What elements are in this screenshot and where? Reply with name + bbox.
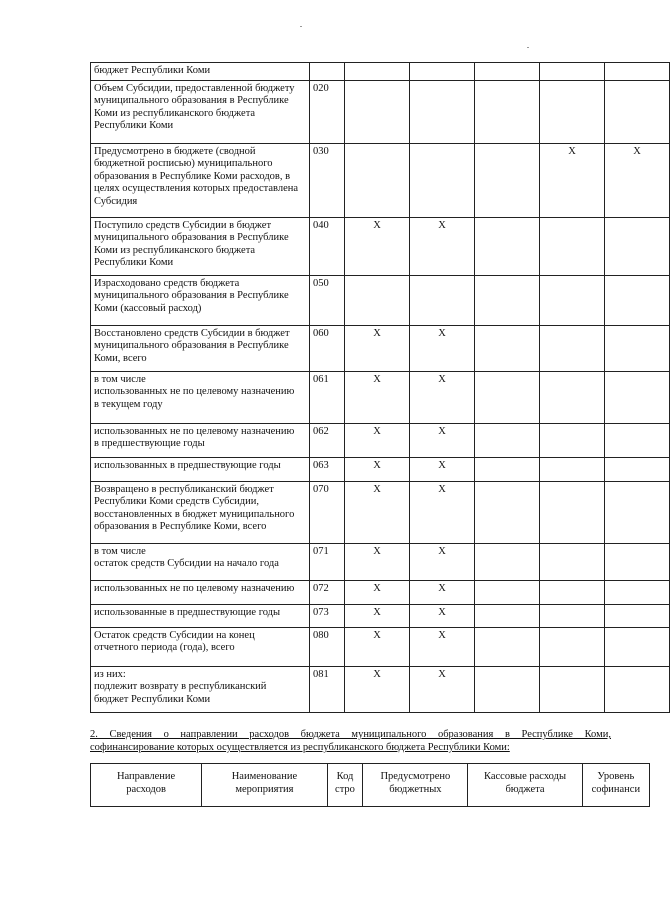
row-value-c3 bbox=[475, 628, 540, 667]
row-value-c3 bbox=[475, 276, 540, 326]
row-label: Поступило средств Субсидии в бюджет муниципального образования в Республике Коми из республиканского бюджета Республики Коми bbox=[91, 218, 310, 276]
table-row bbox=[91, 372, 670, 424]
row-code bbox=[310, 63, 345, 81]
row-code: 071 bbox=[310, 544, 345, 581]
row-value-c2: X bbox=[410, 218, 475, 276]
row-value-c5 bbox=[605, 458, 670, 482]
scan-speck bbox=[300, 26, 302, 27]
row-value-c1: X bbox=[345, 628, 410, 667]
row-code: 062 bbox=[310, 424, 345, 458]
row-label: в том числе использованных не по целевому назначению в текущем году bbox=[91, 372, 310, 424]
row-label: Предусмотрено в бюджете (сводной бюджетной росписью) муниципального образования в Республике Коми расходов, в целях осуществления которых предоставлена Субсидия bbox=[91, 144, 310, 218]
table-row bbox=[91, 81, 670, 144]
row-label: Возвращено в республиканский бюджет Республики Коми средств Субсидии, восстановленных в бюджет муниципального образования в Республике Коми, всего bbox=[91, 482, 310, 544]
row-value-c1 bbox=[345, 81, 410, 144]
row-value-c5 bbox=[605, 667, 670, 713]
row-value-c4 bbox=[540, 482, 605, 544]
row-value-c3 bbox=[475, 667, 540, 713]
row-value-c4 bbox=[540, 544, 605, 581]
row-value-c2: X bbox=[410, 544, 475, 581]
row-value-c2: X bbox=[410, 458, 475, 482]
row-value-c3 bbox=[475, 605, 540, 628]
row-label: использованных в предшествующие годы bbox=[91, 458, 310, 482]
column-header: Наименование мероприятия bbox=[202, 764, 327, 807]
row-code: 063 bbox=[310, 458, 345, 482]
row-value-c4 bbox=[540, 458, 605, 482]
table-row bbox=[91, 482, 670, 544]
row-value-c4 bbox=[540, 372, 605, 424]
row-value-c1 bbox=[345, 144, 410, 218]
table-row bbox=[91, 424, 670, 458]
row-value-c3 bbox=[475, 326, 540, 372]
row-value-c1: X bbox=[345, 372, 410, 424]
row-value-c2: X bbox=[410, 372, 475, 424]
subsidy-report-table bbox=[90, 62, 670, 713]
row-value-c1: X bbox=[345, 218, 410, 276]
row-code: 080 bbox=[310, 628, 345, 667]
row-value-c1: X bbox=[345, 482, 410, 544]
column-header: Предусмотрено бюджетных bbox=[363, 764, 468, 807]
row-label: использованные в предшествующие годы bbox=[91, 605, 310, 628]
row-value-c4 bbox=[540, 581, 605, 605]
table-row bbox=[91, 276, 670, 326]
row-value-c4 bbox=[540, 81, 605, 144]
row-value-c2 bbox=[410, 81, 475, 144]
row-value-c5 bbox=[605, 276, 670, 326]
row-value-c1 bbox=[345, 63, 410, 81]
row-value-c3 bbox=[475, 218, 540, 276]
row-value-c3 bbox=[475, 372, 540, 424]
row-value-c5: X bbox=[605, 144, 670, 218]
column-header: Код стро bbox=[327, 764, 363, 807]
scan-speck bbox=[527, 47, 529, 48]
row-label: использованных не по целевому назначению в предшествующие годы bbox=[91, 424, 310, 458]
row-value-c3 bbox=[475, 63, 540, 81]
row-label: из них: подлежит возврату в республиканский бюджет Республики Коми bbox=[91, 667, 310, 713]
row-code: 073 bbox=[310, 605, 345, 628]
section-2-heading bbox=[90, 728, 611, 754]
row-value-c2: X bbox=[410, 581, 475, 605]
row-value-c1: X bbox=[345, 605, 410, 628]
section-2-heading-line2: софинансирование которых осуществляется из республиканского бюджета Республики Коми: bbox=[90, 742, 510, 753]
row-label: в том числе остаток средств Субсидии на начало года bbox=[91, 544, 310, 581]
row-value-c2: X bbox=[410, 667, 475, 713]
row-value-c3 bbox=[475, 544, 540, 581]
row-label: Остаток средств Субсидии на конец отчетного периода (года), всего bbox=[91, 628, 310, 667]
row-value-c4 bbox=[540, 276, 605, 326]
row-value-c4 bbox=[540, 218, 605, 276]
row-value-c4 bbox=[540, 628, 605, 667]
row-code: 081 bbox=[310, 667, 345, 713]
row-code: 072 bbox=[310, 581, 345, 605]
table-row bbox=[91, 326, 670, 372]
table-row bbox=[91, 605, 670, 628]
row-value-c5 bbox=[605, 544, 670, 581]
row-code: 050 bbox=[310, 276, 345, 326]
row-value-c5 bbox=[605, 482, 670, 544]
row-value-c3 bbox=[475, 424, 540, 458]
table-row bbox=[91, 218, 670, 276]
row-value-c2 bbox=[410, 144, 475, 218]
row-value-c3 bbox=[475, 458, 540, 482]
row-value-c2: X bbox=[410, 482, 475, 544]
row-code: 070 bbox=[310, 482, 345, 544]
row-value-c2: X bbox=[410, 424, 475, 458]
row-value-c4: X bbox=[540, 144, 605, 218]
row-code: 061 bbox=[310, 372, 345, 424]
row-value-c4 bbox=[540, 605, 605, 628]
column-header: Направление расходов bbox=[91, 764, 202, 807]
row-code: 030 bbox=[310, 144, 345, 218]
row-code: 020 bbox=[310, 81, 345, 144]
row-value-c5 bbox=[605, 218, 670, 276]
row-value-c3 bbox=[475, 144, 540, 218]
row-value-c2: X bbox=[410, 326, 475, 372]
row-value-c4 bbox=[540, 424, 605, 458]
row-value-c1: X bbox=[345, 326, 410, 372]
table-row bbox=[91, 144, 670, 218]
row-value-c1: X bbox=[345, 424, 410, 458]
row-value-c5 bbox=[605, 628, 670, 667]
row-value-c4 bbox=[540, 63, 605, 81]
section-2-heading-line1: 2. Сведения о направлении расходов бюджета муниципального образования в Республике Коми, bbox=[90, 729, 611, 740]
row-value-c1: X bbox=[345, 581, 410, 605]
column-header: Кассовые расходы бюджета bbox=[468, 764, 582, 807]
row-value-c5 bbox=[605, 63, 670, 81]
table-row bbox=[91, 667, 670, 713]
row-value-c2 bbox=[410, 276, 475, 326]
cofinancing-table-header-row bbox=[91, 764, 650, 807]
row-value-c2: X bbox=[410, 628, 475, 667]
row-code: 060 bbox=[310, 326, 345, 372]
table-row bbox=[91, 63, 670, 81]
row-value-c3 bbox=[475, 581, 540, 605]
table-row bbox=[91, 458, 670, 482]
row-value-c5 bbox=[605, 605, 670, 628]
row-value-c3 bbox=[475, 81, 540, 144]
row-value-c1 bbox=[345, 276, 410, 326]
table-row bbox=[91, 544, 670, 581]
row-label: Восстановлено средств Субсидии в бюджет муниципального образования в Республике Коми, всего bbox=[91, 326, 310, 372]
row-value-c4 bbox=[540, 326, 605, 372]
row-label: Израсходовано средств бюджета муниципального образования в Республике Коми (кассовый расход) bbox=[91, 276, 310, 326]
row-value-c2: X bbox=[410, 605, 475, 628]
row-value-c5 bbox=[605, 424, 670, 458]
row-value-c5 bbox=[605, 372, 670, 424]
column-header: Уровень софинанси bbox=[582, 764, 649, 807]
row-value-c5 bbox=[605, 581, 670, 605]
table-row bbox=[91, 581, 670, 605]
table-row bbox=[91, 628, 670, 667]
row-label: Объем Субсидии, предоставленной бюджету муниципального образования в Республике Коми из республиканского бюджета Республики Коми bbox=[91, 81, 310, 144]
row-label: использованных не по целевому назначению bbox=[91, 581, 310, 605]
row-label: бюджет Республики Коми bbox=[91, 63, 310, 81]
row-value-c4 bbox=[540, 667, 605, 713]
row-code: 040 bbox=[310, 218, 345, 276]
row-value-c3 bbox=[475, 482, 540, 544]
cofinancing-table bbox=[90, 763, 650, 807]
row-value-c1: X bbox=[345, 544, 410, 581]
row-value-c5 bbox=[605, 81, 670, 144]
row-value-c5 bbox=[605, 326, 670, 372]
row-value-c1: X bbox=[345, 458, 410, 482]
row-value-c2 bbox=[410, 63, 475, 81]
row-value-c1: X bbox=[345, 667, 410, 713]
subsidy-report-rows bbox=[91, 63, 670, 713]
